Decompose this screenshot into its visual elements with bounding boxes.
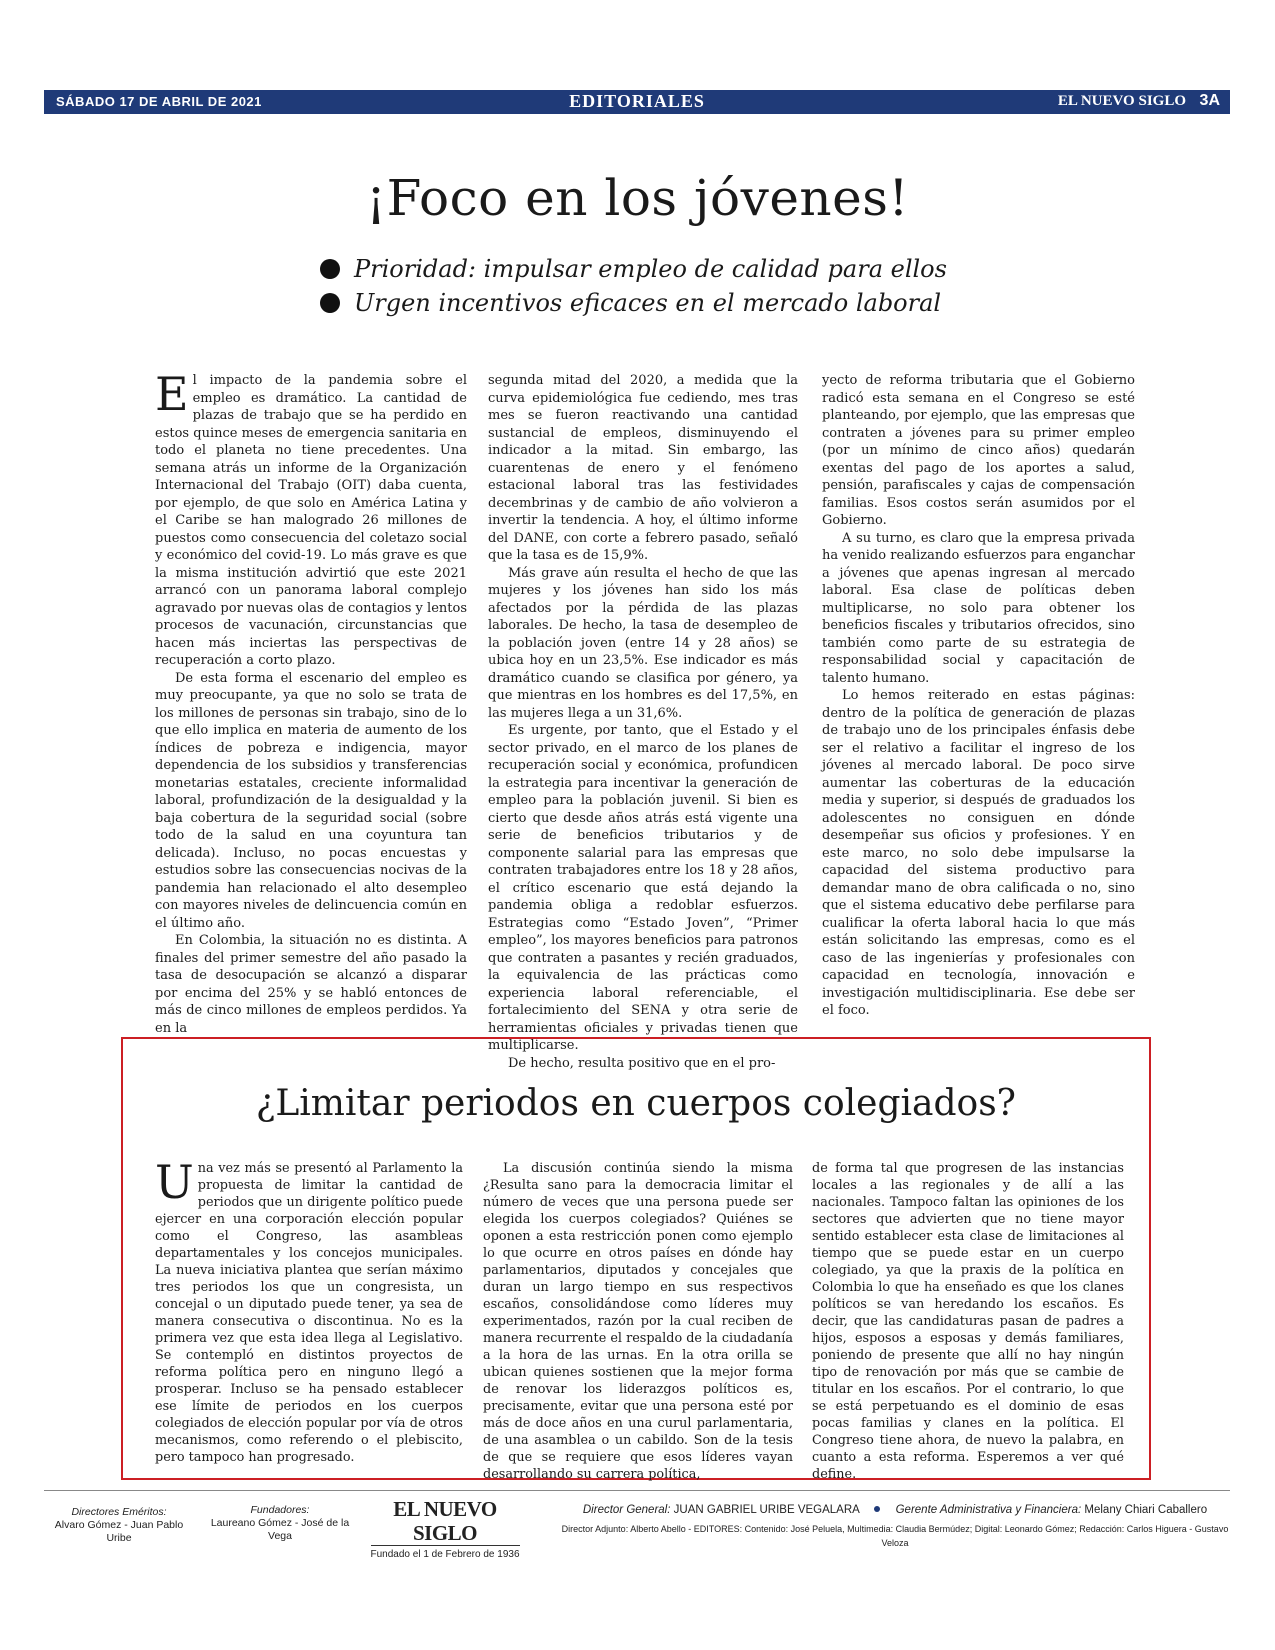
subtitle-line	[320, 286, 1040, 320]
paragraph: yecto de reforma tributaria que el Gobierno radicó esta semana en el Congreso se esté planteando, por ejemplo, que las empresas que contraten a jóvenes para su primer empleo (por un mínimo de cinco años) quedarán exentas del pago de los aportes a salud, pensión, parafiscales y cajas de compensación familias. Esos costos serán asumidos por el Gobierno.	[822, 373, 1135, 528]
staff-main-row	[560, 1502, 1230, 1518]
editorial-title-2: ¿Limitar periodos en cuerpos colegiados?	[256, 1083, 1016, 1124]
paragraph: De esta forma el escenario del empleo es muy preocupante, ya que no solo se trata de los millones de personas sin trabajo, sino de lo que ello implica en materia de aumento de los índices de pobreza e indigencia, mayor dependencia de los subsidios y transferencias monetarias estatales, creciente informalidad laboral, profundización de la desigualdad y la baja cobertura de la seguridad social (sobre todo de la salud en una coyuntura tan delicada). Incluso, no pocas encuestas y estudios sobre las consecuencias nocivas de la pandemia han relacionado el alto desempleo con mayores niveles de delincuencia común en el último año.	[155, 670, 467, 931]
director-name: JUAN GABRIEL URIBE VEGALARA	[673, 1504, 860, 1516]
director-label: Director General:	[582, 1504, 671, 1516]
gerente-label: Gerente Administrativa y Financiera:	[895, 1504, 1082, 1516]
paragraph: En Colombia, la situación no es distinta. A finales del primer semestre del año pasado la tasa de desocupación se alcanzó a disparar por encima del 25% y se habló entonces de más de cinco millones de empleos perdidos. Ya en la	[155, 933, 467, 1036]
founded-date: Fundado el 1 de Febrero de 1936	[371, 1545, 520, 1561]
staff-editors-row: Director Adjunto: Alberto Abello - EDITORES: Contenido: José Peluela, Multimedia: Claudia Bermúdez; Digital: Leonardo Gómez; Redacción: Carlos Higuera - Gustavo Veloza	[561, 1524, 1229, 1548]
drop-cap: U	[155, 1155, 194, 1209]
newspaper-logo: EL NUEVO SIGLO	[1057, 93, 1186, 109]
article2-column-2	[483, 1160, 793, 1483]
fundadores-label: Fundadores:	[250, 1504, 310, 1516]
paragraph: segunda mitad del 2020, a medida que la curva epidemiológica fue cediendo, mes tras mes se fueron reactivando una cantidad sustancial de empleos, disminuyendo el indicador a la mitad. Sin embargo, las cuarentenas de enero y el fenómeno estacional laboral tras las festividades decembrinas y de cambio de año volvieron a invertir la tendencia. A hoy, el último informe del DANE, con corte a febrero pasado, señaló que la tasa es de 15,9%.	[488, 373, 798, 563]
editorial-title: ¡Foco en los jóvenes!	[366, 169, 909, 227]
paragraph: Lo hemos reiterado en estas páginas: dentro de la política de generación de plazas de trabajo uno de los principales énfasis debe ser el relativo a facilitar el ingreso de los jóvenes al mercado laboral. De poco sirve aumentar las coberturas de la educación media y superior, si después de graduados los adolescentes no consiguen en dónde desempeñar sus oficios y profesiones. Y en este marco, no solo debe impulsarse la capacidad del sistema productivo para demandar mano de obra calificada o no, sino que el sistema educativo debe perfilarse para cualificar la oferta laboral hacia lo que más están solicitando las empresas, como es el caso de las ingenierías y profesionales con capacidad en tecnología, innovación e investigación multidisciplinaria. Ese debe ser el foco.	[822, 688, 1135, 1018]
paragraph: Es urgente, por tanto, que el Estado y el sector privado, en el marco de los planes de recuperación social y económica, profundicen la estrategia para incentivar la generación de empleo para la población juvenil. Si bien es cierto que desde años atrás está vigente una serie de beneficios tributarios y de componente salarial para las empresas que contraten trabajadores entre los 18 y 28 años, el crítico escenario que está dejando la pandemia obliga a redoblar esfuerzos. Estrategias como “Estado Joven”, “Primer empleo”, los mayores beneficios para patronos que contraten a pasantes y recién graduados, la equivalencia de las prácticas como experiencia laboral referenciable, el fortalecimiento del SENA y otra serie de herramientas oficiales y privadas tienen que multiplicarse.	[488, 723, 798, 1053]
paragraph-text: l impacto de la pandemia sobre el empleo es dramático. La cantidad de plazas de trabajo que se ha perdido en estos quince meses de emergencia sanitaria en todo el planeta no tiene precedentes. Una semana atrás un informe de la Organización Internacional del Trabajo (OIT) daba cuenta, por ejemplo, de que solo en América Latina y el Caribe se han malogrado 26 millones de puestos como consecuencia del coletazo social y económico del covid-19. Lo más grave es que la misma institución advirtió que este 2021 arrancó con un panorama laboral complejo agravado por nuevas olas de contagios y lentos procesos de vacunación, circunstancias que hacen más inciertas las perspectivas de recuperación a corto plazo.	[155, 373, 467, 668]
paragraph: A su turno, es claro que la empresa privada ha venido realizando esfuerzos para enganchar a jóvenes que apenas ingresan al mercado laboral. Esa clase de políticas deben multiplicarse, no solo para obtener los beneficios fiscales y tributarios ofrecidos, sino también como parte de su estrategia de responsabilidad social y capacitación de talento humano.	[822, 530, 1135, 686]
bullet-icon	[320, 259, 340, 279]
paragraph: La discusión continúa siendo la misma ¿Resulta sano para la democracia limitar el número de veces que una persona puede ser elegida los cuerpos colegiados? Quiénes se oponen a esta restricción ponen como ejemplo lo que ocurre en otros países en dónde hay parlamentarios, diputados y concejales que duran un largo tiempo en sus respectivos escaños, consolidándose como líderes muy experimentados, razón por la cual reciben de manera recurrente el respaldo de la ciudadanía a la hora de las urnas. En la otra orilla se ubican quienes sostienen que la mejor forma de renovar los liderazgos políticos es, precisamente, evitar que una persona esté por más de doce años en una curul parlamentaria, de una asamblea o un cabildo. Son de la tesis de que se requiere que esos líderes vayan desarrollando su carrera política,	[483, 1161, 793, 1482]
footer-divider	[44, 1490, 1230, 1491]
gerente-name: Melany Chiari Caballero	[1084, 1504, 1208, 1516]
paragraph: Más grave aún resulta el hecho de que las mujeres y los jóvenes han sido los más afectados por la pérdida de las plazas laborales. De hecho, la tasa de desempleo de la población joven (entre 14 y 28 años) se ubica hoy en un 23,5%. Ese indicador es más dramático cuando se clasifica por género, ya que mientras en los hombres es del 17,5%, en las mujeres llega a un 31,6%.	[488, 565, 798, 721]
page-number: 3A	[1199, 92, 1220, 109]
drop-cap: E	[155, 367, 189, 421]
paragraph	[155, 1155, 463, 1466]
subtitle-text: Urgen incentivos eficaces en el mercado laboral	[354, 289, 942, 317]
separator-dot-icon	[874, 1506, 880, 1512]
footer-logo-block	[370, 1497, 520, 1561]
fundadores	[205, 1504, 355, 1543]
article2-column-3	[812, 1160, 1124, 1483]
directores-emeritos	[44, 1506, 194, 1545]
paragraph-text: na vez más se presentó al Parlamento la propuesta de limitar la cantidad de periodos que un dirigente político puede ejercer en una corporación elección popular como el Congreso, las asambleas departamentales y los concejos municipales. La nueva iniciativa plantea que serían máximo tres periodos los que un congresista, un concejal o un diputado puede tener, ya sea de manera consecutiva o discontinua. No es la primera vez que esta idea llega al Legislativo. Se contempló en distintos proyectos de reforma política pero en ninguno llegó a prosperar. Incluso se ha pensado establecer ese límite de periodos en los cuerpos colegiados de elección popular por vía de otros mecanismos, como referendo o el plebiscito, pero tampoco han progresado.	[155, 1161, 463, 1465]
section-title: EDITORIALES	[569, 91, 705, 111]
section-header-bar	[44, 90, 1230, 114]
footer-logo: EL NUEVO SIGLO	[393, 1497, 497, 1545]
paragraph	[155, 367, 467, 670]
directores-names: Alvaro Gómez - Juan Pablo Uribe	[54, 1519, 184, 1544]
article-column-1	[155, 367, 467, 1037]
paragraph: De hecho, resulta positivo que en el pro-	[508, 1055, 776, 1071]
subtitle-line	[320, 252, 1040, 286]
fundadores-names: Laureano Gómez - José de la Vega	[210, 1517, 350, 1542]
issue-date: SÁBADO 17 DE ABRIL DE 2021	[56, 94, 262, 109]
subtitle-text: Prioridad: impulsar empleo de calidad para ellos	[354, 255, 947, 283]
editorial-subtitles	[320, 252, 1040, 320]
article2-column-1	[155, 1155, 463, 1466]
article-column-3	[822, 372, 1135, 1020]
article-column-2	[488, 372, 798, 1072]
bullet-icon	[320, 293, 340, 313]
paragraph: de forma tal que progresen de las instancias locales a las regionales y de allí a las nacionales. Tampoco faltan las opiniones de los sectores que advierten que no tiene mayor sentido establecer esta clase de limitaciones al tiempo que se puede estar en un cuerpo colegiado, ya que la praxis de la política en Colombia lo que ha enseñado es que los clanes políticos se van heredando los escaños. Es decir, que las candidaturas pasan de padres a hijos, esposos a esposas y demás familiares, poniendo de presente que allí no hay ningún tipo de renovación por más que se cambie de titular en los escaños. Por el contrario, lo que se está perpetuando es el dominio de esas pocas familias y clanes en la política. El Congreso tiene ahora, de nuevo la palabra, en cuanto a esta reforma. Esperemos a ver qué define.	[812, 1161, 1124, 1482]
directores-label: Directores Eméritos:	[71, 1506, 167, 1518]
staff-credits	[560, 1502, 1230, 1550]
